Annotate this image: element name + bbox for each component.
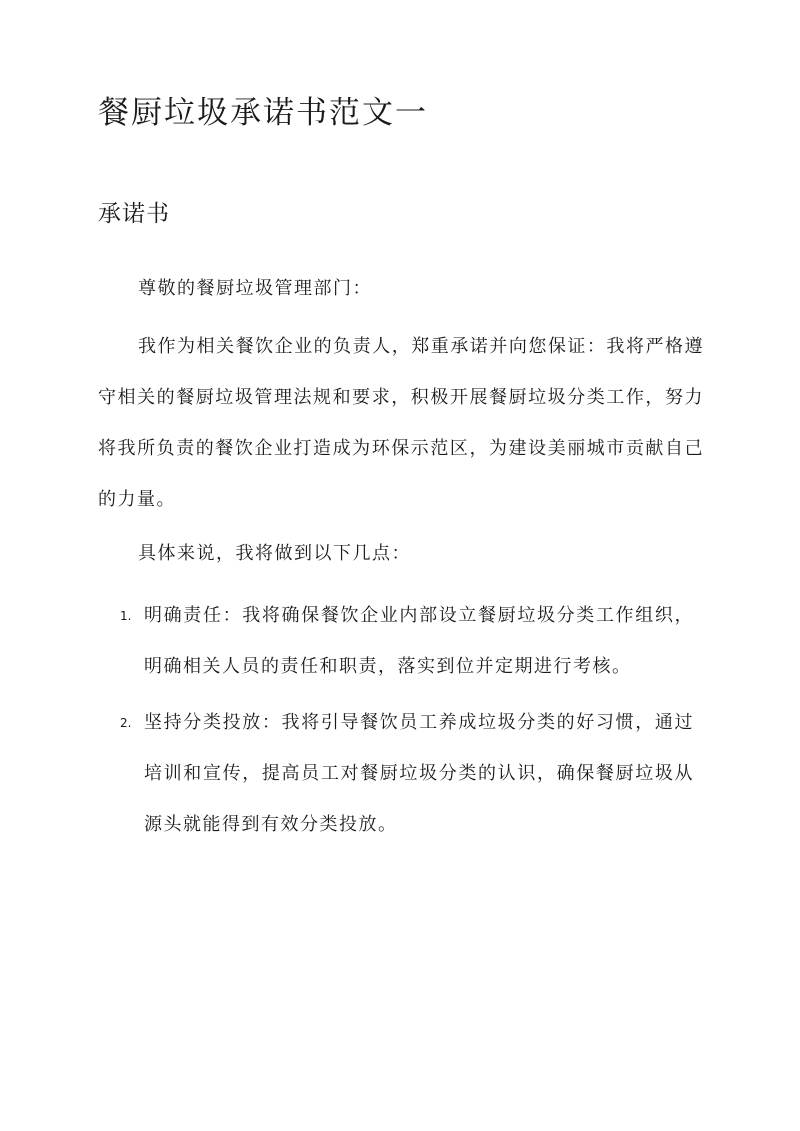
document-title: 餐厨垃圾承诺书范文一 <box>98 95 428 131</box>
greeting-line: 尊敬的餐厨垃圾管理部门： <box>138 278 372 299</box>
commitment-list <box>0 590 700 850</box>
list-item-number: 2. <box>120 716 132 730</box>
section-heading: 承诺书 <box>98 201 170 227</box>
list-item-number: 1. <box>120 609 132 623</box>
body-paragraph-1: 我作为相关餐饮企业的负责人，郑重承诺并向您保证：我将严格遵守相关的餐厨垃圾管理法规和要求，积极开展餐厨垃圾分类工作，努力将我所负责的餐饮企业打造成为环保示范区，为建设美丽城市贡献自己的力量。 <box>98 336 704 510</box>
list-item <box>0 590 700 692</box>
list-item <box>0 697 700 850</box>
body-paragraph-2: 具体来说，我将做到以下几点： <box>138 543 411 564</box>
list-item-text: 明确责任：我将确保餐饮企业内部设立餐厨垃圾分类工作组织，明确相关人员的责任和职责，落实到位并定期进行考核。 <box>144 605 694 677</box>
list-item-text: 坚持分类投放：我将引导餐饮员工养成垃圾分类的好习惯，通过培训和宣传，提高员工对餐厨垃圾分类的认识，确保餐厨垃圾从源头就能得到有效分类投放。 <box>144 712 694 835</box>
